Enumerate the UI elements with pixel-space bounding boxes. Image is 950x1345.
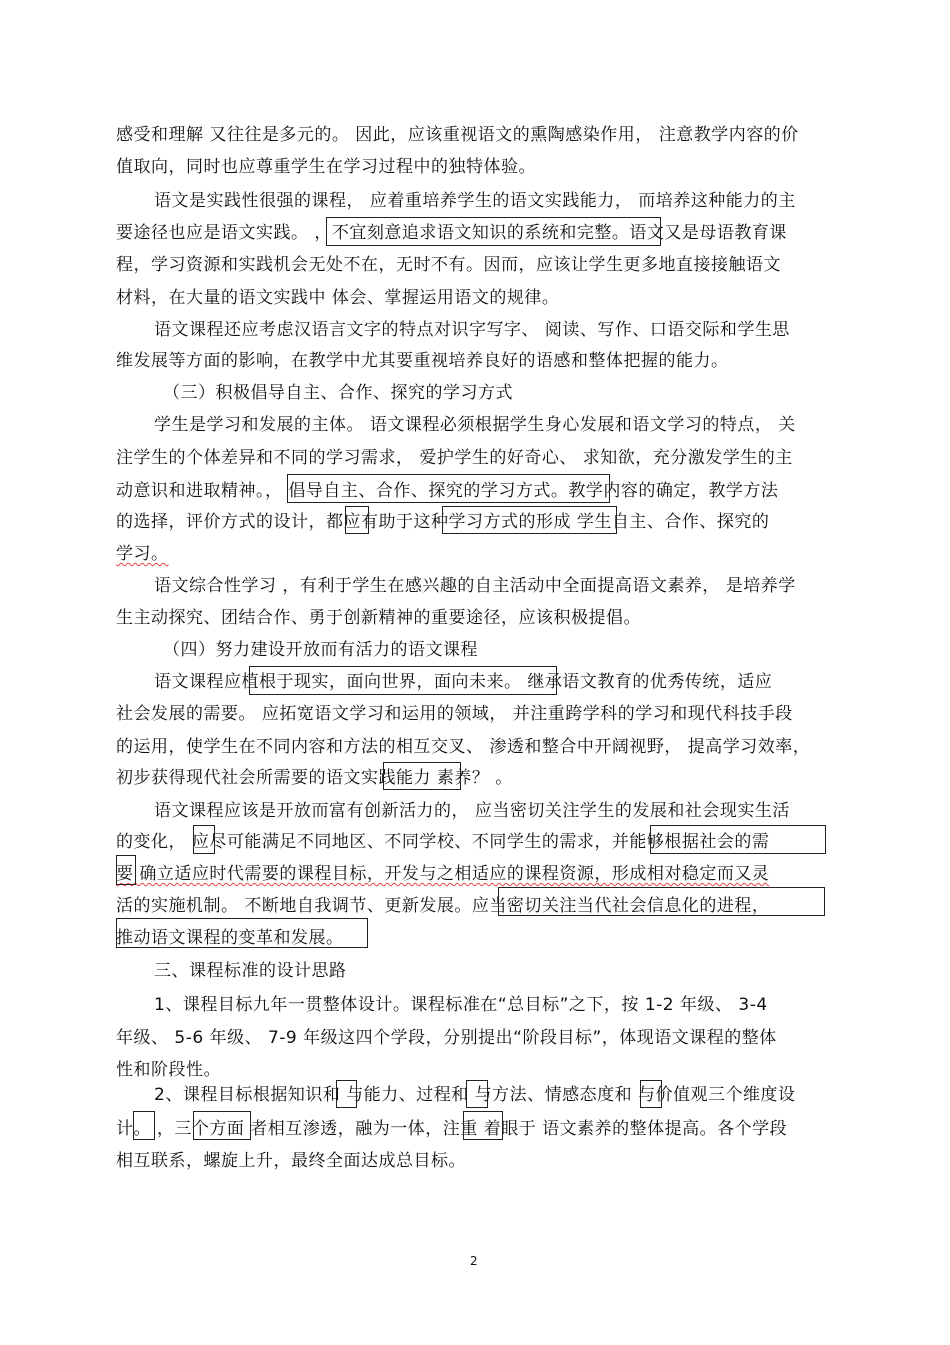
section-heading: 三、课程标准的设计思路 bbox=[154, 961, 347, 981]
text-line: 计。 ，三个方面 者相互渗透，融为一体，注重 着眼于 语文素养的整体提高。各个学段 bbox=[116, 1119, 788, 1139]
text-line: 活的实施机制。 不断地自我调节、更新发展。应当密切关注当代社会信息化的进程， bbox=[116, 896, 770, 916]
text-line: 语文课程应该是开放而富有创新活力的， 应当密切关注学生的发展和社会现实生活 bbox=[154, 801, 790, 821]
text-line: 值取向，同时也应尊重学生在学习过程中的独特体验。 bbox=[116, 157, 536, 177]
annotation-box bbox=[287, 474, 610, 503]
annotation-box bbox=[249, 666, 557, 695]
text-line: 语文综合性学习 ，有利于学生在感兴趣的自主活动中全面提高语文素养， 是培养学 bbox=[154, 576, 796, 596]
annotation-box bbox=[640, 1080, 662, 1108]
text-line: 要途径也应是语文实践。 ，不宜刻意追求语文知识的系统和完整。语文又是母语教育课 bbox=[116, 223, 787, 243]
text-line: 社会发展的需要。 应拓宽语文学习和运用的领域， 并注重跨学科的学习和现代科技手段 bbox=[116, 704, 793, 724]
text-line: 生主动探究、团结合作、勇于创新精神的重要途径，应该积极提倡。 bbox=[116, 608, 641, 628]
text-line: 年级、 5-6 年级、 7-9 年级这四个学段，分别提出“阶段目标”，体现语文课程的整体 bbox=[116, 1028, 777, 1048]
annotation-box bbox=[193, 825, 215, 854]
annotation-box bbox=[466, 1080, 488, 1108]
text-line: 感受和理解 又往往是多元的。 因此，应该重视语文的熏陶感染作用， 注意教学内容的价 bbox=[116, 125, 799, 145]
annotation-box bbox=[133, 1111, 155, 1140]
annotation-box bbox=[442, 506, 617, 534]
text-line: 学习。 bbox=[116, 544, 169, 564]
text-line: 的变化， 应尽可能满足不同地区、不同学校、不同学生的需求，并能够根据社会的需 bbox=[116, 832, 770, 852]
text-line: 的选择，评价方式的设计，都应有助于这种学习方式的形成 学生自主、合作、探究的 bbox=[116, 512, 770, 532]
annotation-box bbox=[383, 762, 461, 790]
text-line: 1、课程目标九年一贯整体设计。课程标准在“总目标”之下，按 1-2 年级、 3-4 bbox=[154, 995, 768, 1015]
section-heading: （三）积极倡导自主、合作、探究的学习方式 bbox=[163, 383, 513, 403]
annotation-box bbox=[345, 506, 369, 534]
annotation-box bbox=[336, 1080, 357, 1108]
text-line: 性和阶段性。 bbox=[116, 1060, 221, 1080]
annotation-box bbox=[463, 1111, 503, 1140]
text-line: 动意识和进取精神。， 倡导自主、合作、探究的学习方式。教学内容的确定，教学方法 bbox=[116, 481, 779, 501]
annotation-box bbox=[498, 887, 825, 916]
section-heading: （四）努力建设开放而有活力的语文课程 bbox=[163, 640, 478, 660]
annotation-box bbox=[326, 217, 661, 246]
annotation-box bbox=[650, 825, 826, 854]
text-line: 2、课程目标根据知识和 与能力、过程和 与方法、情感态度和 与价值观三个维度设 bbox=[154, 1085, 796, 1105]
text-line: 维发展等方面的影响，在教学中尤其要重视培养良好的语感和整体把握的能力。 bbox=[116, 351, 729, 371]
text-line: 程，学习资源和实践机会无处不在，无时不有。因而，应该让学生更多地直接接触语文 bbox=[116, 255, 781, 275]
text-line: 要 确立适应时代需要的课程目标，开发与之相适应的课程资源，形成相对稳定而又灵 bbox=[116, 864, 770, 884]
annotation-box bbox=[116, 855, 136, 885]
text-line: 推动语文课程的变革和发展。 bbox=[116, 928, 344, 948]
text-line: 语文课程应植根于现实，面向世界，面向未来。 继承语文教育的优秀传统，适应 bbox=[154, 672, 773, 692]
annotation-box bbox=[193, 1111, 251, 1140]
text-line: 学生是学习和发展的主体。 语文课程必须根据学生身心发展和语文学习的特点， 关 bbox=[154, 415, 796, 435]
text-line: 材料，在大量的语文实践中 体会、掌握运用语文的规律。 bbox=[116, 288, 560, 308]
text-line: 的运用，使学生在不同内容和方法的相互交叉、 渗透和整合中开阔视野， 提高学习效率， bbox=[116, 737, 811, 757]
text-line: 注学生的个体差异和不同的学习需求， 爱护学生的好奇心、 求知欲，充分激发学生的主 bbox=[116, 448, 793, 468]
text-line: 语文是实践性很强的课程， 应着重培养学生的语文实践能力， 而培养这种能力的主 bbox=[154, 191, 796, 211]
annotation-box bbox=[116, 918, 368, 948]
text-line: 语文课程还应考虑汉语言文字的特点对识字写字、 阅读、写作、口语交际和学生思 bbox=[154, 320, 790, 340]
page-number: 2 bbox=[470, 1254, 478, 1268]
text-line: 初步获得现代社会所需要的语文实践能力 素养？ 。 bbox=[116, 768, 513, 788]
text-line: 相互联系，螺旋上升，最终全面达成总目标。 bbox=[116, 1151, 466, 1171]
